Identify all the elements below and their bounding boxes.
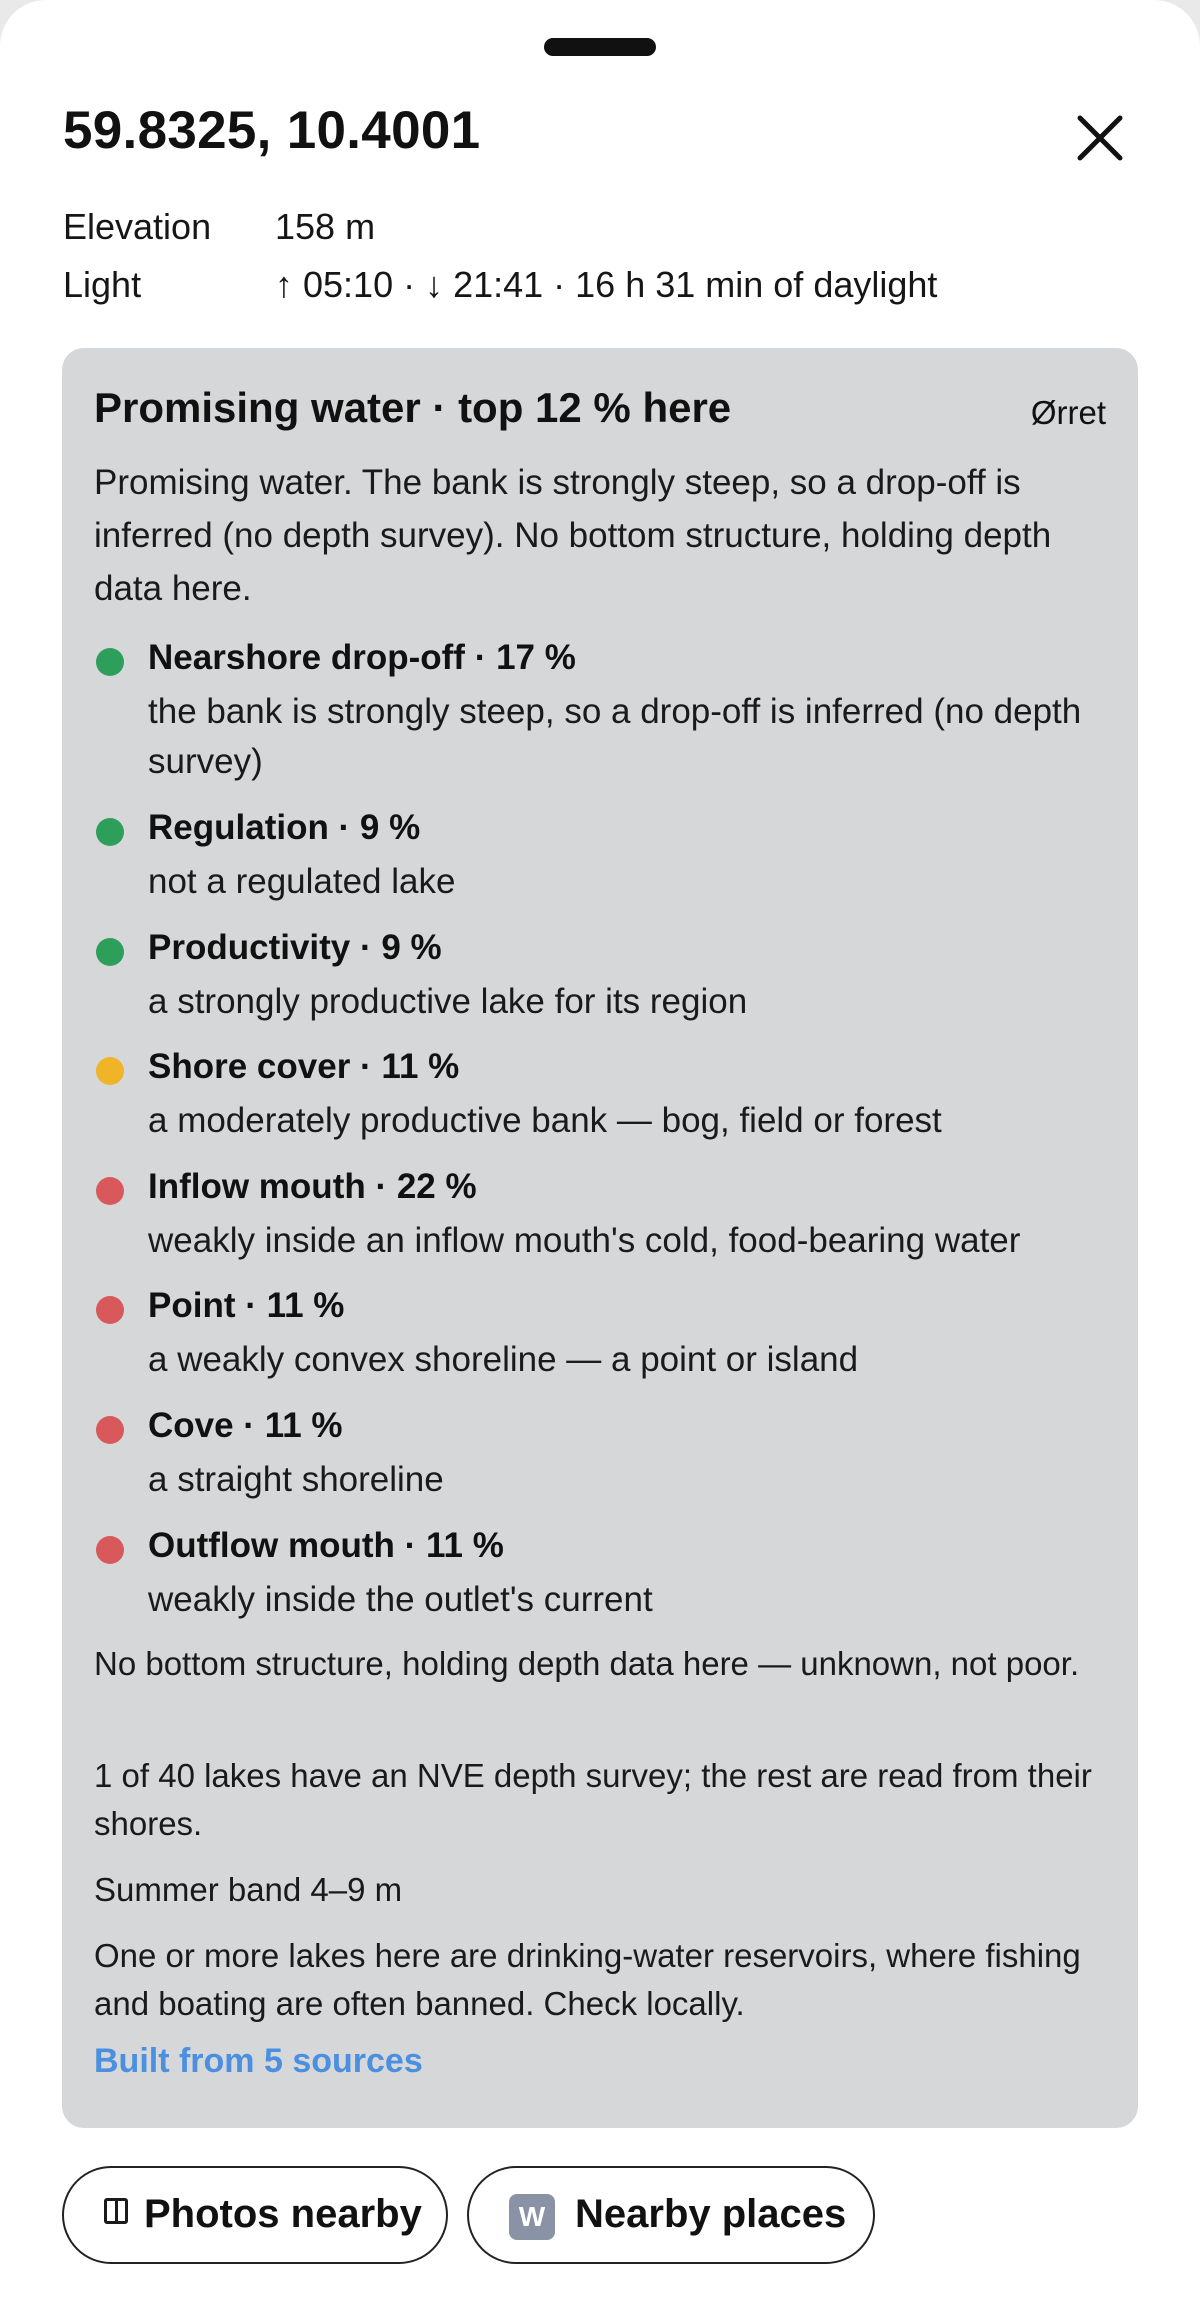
close-button[interactable] (1066, 104, 1134, 172)
factor-name: Outflow mouth · 11 % (148, 1526, 504, 1565)
status-dot (96, 818, 124, 846)
factor-name: Point · 11 % (148, 1286, 345, 1325)
status-dot (96, 1177, 124, 1205)
nearby-places-label: Nearby places (575, 2192, 847, 2236)
status-dot (96, 1057, 124, 1085)
summer-band-note: Summer band 4–9 m (94, 1871, 403, 1908)
photos-nearby-label: Photos nearby (144, 2192, 422, 2236)
status-dot (96, 938, 124, 966)
light-label: Light (63, 264, 142, 305)
light-value: ↑ 05:10 · ↓ 21:41 · 16 h 31 min of daylight (275, 264, 938, 305)
factor-name: Inflow mouth · 22 % (148, 1167, 477, 1206)
card-title: Promising water · top 12 % here (94, 384, 732, 431)
wikipedia-w-icon: W (509, 2194, 555, 2240)
factor-name: Regulation · 9 % (148, 808, 421, 847)
water-assessment-card (62, 348, 1138, 2128)
photos-icon (104, 2198, 128, 2224)
factor-description: a straight shoreline (148, 1460, 444, 1499)
factor-description: the bank is strongly steep, so a drop-off is inferred (no depth survey) (148, 692, 1082, 781)
elevation-value: 158 m (275, 206, 376, 247)
status-dot (96, 648, 124, 676)
sources-link[interactable]: Built from 5 sources (94, 2042, 423, 2080)
factor-name: Nearshore drop-off · 17 % (148, 638, 576, 677)
reservoir-warning: One or more lakes here are drinking-water reservoirs, where fishing and boating are often banned. Check locally. (94, 1937, 1081, 2022)
factor-name: Productivity · 9 % (148, 928, 442, 967)
factor-description: a moderately productive bank — bog, field or forest (148, 1101, 942, 1140)
factor-description: weakly inside an inflow mouth's cold, food-bearing water (148, 1221, 1021, 1260)
factor-description: a strongly productive lake for its region (148, 982, 748, 1021)
nearby-places-button[interactable] (467, 2166, 875, 2264)
status-dot (96, 1536, 124, 1564)
status-dot (96, 1296, 124, 1324)
coordinates-title: 59.8325, 10.4001 (63, 101, 481, 160)
depth-note: No bottom structure, holding depth data here — unknown, not poor. (94, 1645, 1080, 1682)
photos-nearby-button[interactable] (62, 2166, 448, 2264)
close-icon (1066, 104, 1134, 172)
survey-note: 1 of 40 lakes have an NVE depth survey; the rest are read from their shores. (94, 1757, 1092, 1842)
summary-text: Promising water. The bank is strongly steep, so a drop-off is inferred (no depth survey). No bottom structure, holding depth data here. (94, 463, 1052, 608)
status-dot (96, 1416, 124, 1444)
factor-name: Shore cover · 11 % (148, 1047, 460, 1086)
factor-description: weakly inside the outlet's current (148, 1580, 653, 1619)
drag-handle[interactable] (544, 38, 656, 56)
factor-description: a weakly convex shoreline — a point or island (148, 1340, 859, 1379)
elevation-label: Elevation (63, 206, 212, 247)
factor-name: Cove · 11 % (148, 1406, 343, 1445)
factor-description: not a regulated lake (148, 862, 456, 901)
species-label: Ørret (1030, 394, 1106, 431)
